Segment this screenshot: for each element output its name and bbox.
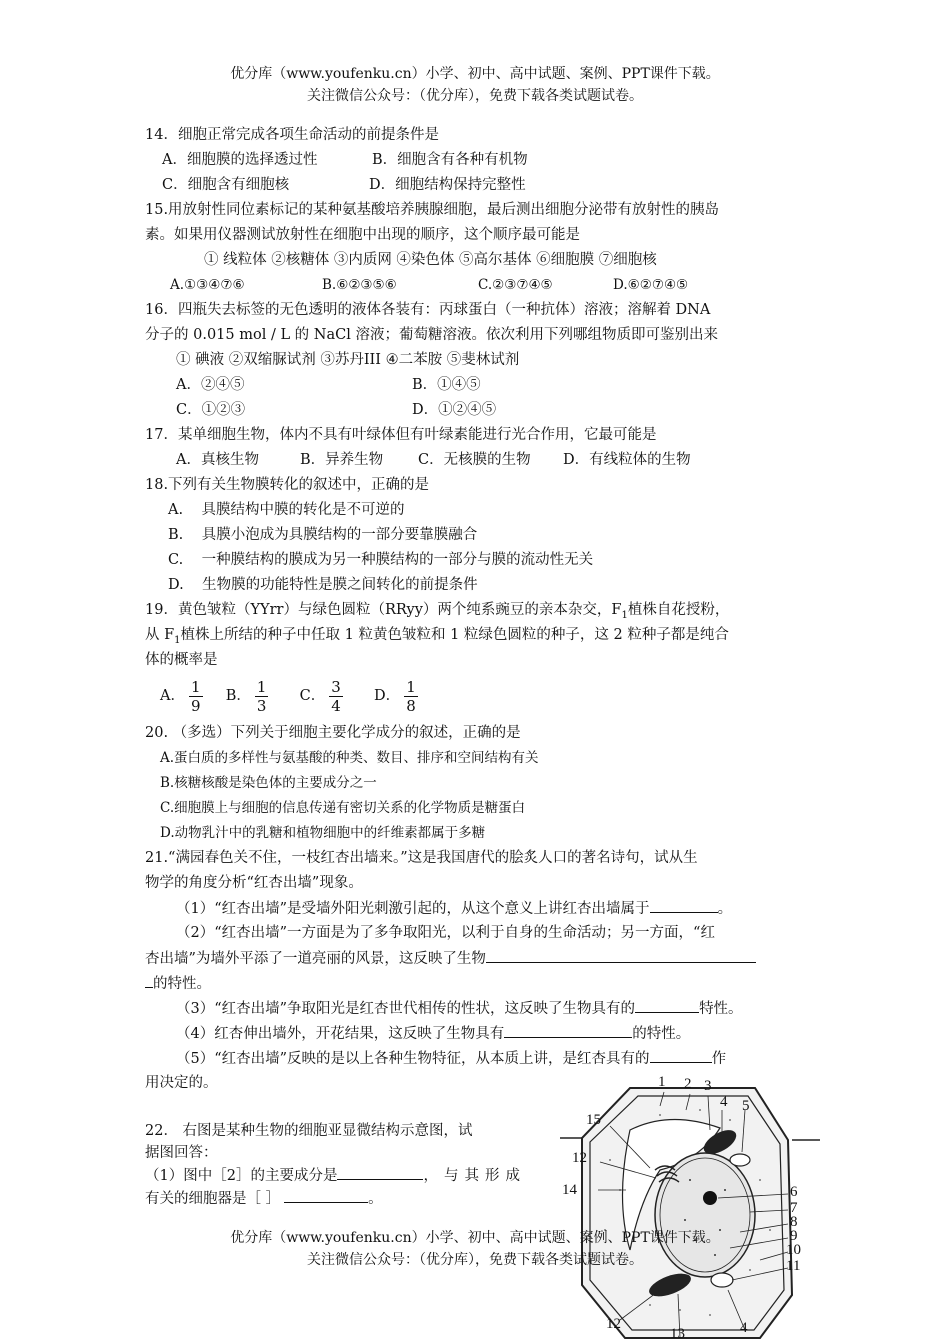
q21-part-3 <box>176 997 743 1020</box>
q16-items: ① 碘液 ②双缩脲试剂 ③苏丹III ④二苯胺 ⑤斐林试剂 <box>176 352 520 368</box>
q22-blank-1[interactable] <box>337 1164 423 1180</box>
diagram-label-9: 9 <box>790 1228 798 1244</box>
q16-option-d: D．①②④⑤ <box>412 402 497 418</box>
q21-part-2a: （2）“红杏出墙”一方面是为了多争取阳光，以利于自身的生命活动；另一方面，“红 <box>176 925 715 941</box>
q20-stem: 20. （多选）下列关于细胞主要化学成分的叙述，正确的是 <box>145 725 521 741</box>
q22-stem-2: 据图回答： <box>145 1145 218 1161</box>
q21-part-5-text: （5）“红杏出墙”反映的是以上各种生物特征，从本质上讲，是红杏具有的 <box>176 1051 650 1067</box>
diagram-label-11: 11 <box>786 1258 801 1274</box>
diagram-label-8: 8 <box>790 1214 798 1230</box>
q18-option-b: B. 具膜小泡成为具膜结构的一部分要靠膜融合 <box>168 527 478 543</box>
q22-part-1-line2 <box>145 1187 545 1210</box>
q21-part-3-text: （3）“红杏出墙”争取阳光是红杏世代相传的性状，这反映了生物具有的 <box>176 1001 636 1017</box>
q22-part-1-text: （1）图中［2］的主要成分是 <box>145 1168 338 1184</box>
q14-option-d: D．细胞结构保持完整性 <box>369 177 526 193</box>
q17-option-a: A．真核生物 <box>176 452 259 468</box>
q20-option-a: A.蛋白质的多样性与氨基酸的种类、数目、排序和空间结构有关 <box>160 750 539 766</box>
q22-part-1d: 。 <box>368 1191 383 1207</box>
q19-options <box>160 674 422 718</box>
footer-line-1: 优分库（www.youfenku.cn）小学、初中、高中试题、案例、PPT课件下载。 <box>230 1230 720 1246</box>
q15-option-d: D.⑥②⑦④⑤ <box>613 277 689 293</box>
q21-blank-1[interactable] <box>650 897 718 913</box>
q20-option-b: B.核糖核酸是染色体的主要成分之一 <box>160 775 377 791</box>
q19-stem-3: 体的概率是 <box>145 652 218 668</box>
q21-blank-5[interactable] <box>650 1047 712 1063</box>
q19-option-a-den: 9 <box>190 696 201 715</box>
diagram-label-7: 7 <box>790 1200 798 1216</box>
diagram-labels <box>560 1074 820 1344</box>
diagram-label-10: 10 <box>786 1242 801 1258</box>
q19-option-c <box>299 677 347 715</box>
q19-stem-1 <box>145 599 729 627</box>
q22-part-1 <box>145 1164 545 1187</box>
q19-option-d-num: 1 <box>406 677 416 696</box>
q19-option-a <box>160 677 207 715</box>
header-line-1: 优分库（www.youfenku.cn）小学、初中、高中试题、案例、PPT课件下载。 <box>230 66 720 82</box>
q19-option-b-den: 3 <box>256 696 267 715</box>
q20-option-c: C.细胞膜上与细胞的信息传递有密切关系的化学物质是糖蛋白 <box>160 800 526 816</box>
q21-part-5c: 用决定的。 <box>145 1075 218 1091</box>
q19-option-d-den: 8 <box>406 696 416 715</box>
q21-blank-2[interactable] <box>486 947 756 963</box>
q19-stem-1a: 19．黄色皱粒（YYrr）与绿色圆粒（RRyy）两个纯系豌豆的亲本杂交，F <box>145 602 622 618</box>
diagram-label-15: 15 <box>586 1112 601 1128</box>
q22-part-1-mid: ，与其形成 <box>423 1168 526 1184</box>
q21-part-4-text: （4）红杏伸出墙外，开花结果，这反映了生物具有 <box>176 1026 505 1042</box>
q21-blank-3[interactable] <box>635 997 699 1013</box>
diagram-label-14: 14 <box>562 1182 577 1198</box>
q19-sub-1: 1 <box>621 609 628 621</box>
diagram-label-4-bottom: 4 <box>740 1320 748 1336</box>
q19-option-b-label: B． <box>225 688 251 704</box>
q17-option-b: B．异养生物 <box>300 452 384 468</box>
q19-sub-2: 1 <box>174 634 181 646</box>
q18-option-d: D. 生物膜的功能特性是膜之间转化的前提条件 <box>168 577 478 593</box>
q19-option-a-fraction <box>189 678 203 715</box>
q16-stem-2: 分子的 0.015 mol / L 的 NaCl 溶液；葡萄糖溶液。依次利用下列哪组物质即可鉴别出来 <box>145 327 718 343</box>
q15-items: ① 线粒体 ②核糖体 ③内质网 ④染色体 ⑤高尔基体 ⑥细胞膜 ⑦细胞核 <box>204 252 657 268</box>
q21-part-1-text: （1）“红杏出墙”是受墙外阳光刺激引起的，从这个意义上讲红杏出墙属于 <box>176 901 650 917</box>
q19-option-b-num: 1 <box>256 677 267 696</box>
q19-option-a-num: 1 <box>190 677 201 696</box>
q15-stem-2: 素。如果用仪器测试放射性在细胞中出现的顺序，这个顺序最可能是 <box>145 227 580 243</box>
q21-blank-4[interactable] <box>504 1022 632 1038</box>
header-line-2: 关注微信公众号：（优分库），免费下载各类试题试卷。 <box>307 88 643 104</box>
q18-option-a: A. 具膜结构中膜的转化是不可逆的 <box>168 502 405 518</box>
q15-option-b: B.⑥②③⑤⑥ <box>322 277 397 293</box>
q17-option-c: C．无核膜的生物 <box>418 452 531 468</box>
diagram-label-1: 1 <box>658 1074 666 1090</box>
q21-part-1-end: 。 <box>717 901 733 917</box>
q19-stem-2b: 植株上所结的种子中任取 1 粒黄色皱粒和 1 粒绿色圆粒的种子，这 2 粒种子都是纯合 <box>180 627 729 643</box>
q17-option-d: D．有线粒体的生物 <box>563 452 691 468</box>
q21-part-5-end: 作 <box>711 1051 727 1067</box>
q21-part-4 <box>176 1022 690 1045</box>
q18-option-c: C. 一种膜结构的膜成为另一种膜结构的一部分与膜的流动性无关 <box>168 552 594 568</box>
diagram-label-12-top: 12 <box>572 1150 587 1166</box>
q21-part-5 <box>176 1047 726 1070</box>
q19-option-d <box>374 677 422 715</box>
q19-stem-2a: 从 F <box>145 627 175 643</box>
q22-blank-2[interactable] <box>284 1187 368 1203</box>
diagram-label-6: 6 <box>790 1184 798 1200</box>
q21-stem-2: 物学的角度分析“红杏出墙”现象。 <box>145 875 363 891</box>
q17-stem: 17．某单细胞生物，体内不具有叶绿体但有叶绿素能进行光合作用，它最可能是 <box>145 427 657 443</box>
q21-stem-1: 21.“满园春色关不住，一枝红杏出墙来。”这是我国唐代的脍炙人口的著名诗句，试从生 <box>145 850 698 866</box>
q20-option-d: D.动物乳汁中的乳糖和植物细胞中的纤维素都属于多糖 <box>160 825 486 841</box>
q14-option-b: B．细胞含有各种有机物 <box>372 152 528 168</box>
q16-option-a: A．②④⑤ <box>176 377 245 393</box>
q21-part-4-end: 的特性。 <box>632 1026 691 1042</box>
q19-option-c-num: 3 <box>331 677 341 696</box>
q14-option-a: A．细胞膜的选择透过性 <box>162 152 318 168</box>
q22-part-1c: 有关的细胞器是［ ］ <box>145 1191 281 1207</box>
diagram-label-3: 3 <box>704 1078 712 1094</box>
q19-option-a-label: A． <box>160 688 185 704</box>
q19-option-c-label: C． <box>299 688 326 704</box>
diagram-label-2: 2 <box>684 1076 692 1092</box>
q19-option-c-fraction <box>329 678 343 715</box>
footer-line-2: 关注微信公众号：（优分库），免费下载各类试题试卷。 <box>307 1252 643 1268</box>
q14-option-c: C．细胞含有细胞核 <box>162 177 290 193</box>
q19-option-d-fraction <box>404 678 418 715</box>
q19-stem-1b: 植株自花授粉， <box>627 602 730 618</box>
q15-option-a: A.①③④⑦⑥ <box>170 277 245 293</box>
q18-stem: 18.下列有关生物膜转化的叙述中，正确的是 <box>145 477 430 493</box>
q14-stem: 14．细胞正常完成各项生命活动的前提条件是 <box>145 127 439 143</box>
q21-part-3-end: 特性。 <box>699 1001 743 1017</box>
q22-stem-1: 22． 右图是某种生物的细胞亚显微结构示意图，试 <box>145 1123 473 1139</box>
q21-part-2c <box>145 972 211 995</box>
q21-part-2c-text: 的特性。 <box>153 976 211 992</box>
q16-option-b: B．①④⑤ <box>412 377 481 393</box>
q21-part-2b-text: 杏出墙”为墙外平添了一道亮丽的风景，这反映了生物 <box>145 951 486 967</box>
q16-stem-1: 16．四瓶失去标签的无色透明的液体各装有：丙球蛋白（一种抗体）溶液；溶解着 DNA <box>145 302 711 318</box>
diagram-label-5: 5 <box>742 1098 750 1114</box>
diagram-label-4: 4 <box>720 1094 728 1110</box>
q21-blank-2-cont <box>145 972 153 988</box>
q15-stem-1: 15.用放射性同位素标记的某种氨基酸培养胰腺细胞，最后测出细胞分泌带有放射性的胰岛 <box>145 202 720 218</box>
q16-option-c: C．①②③ <box>176 402 246 418</box>
diagram-label-13: 13 <box>670 1326 685 1342</box>
q22-block <box>145 1120 545 1210</box>
q19-option-b-fraction <box>255 678 269 715</box>
q19-stem-2 <box>145 624 729 652</box>
q19-option-b <box>225 677 273 715</box>
q21-part-2b <box>145 947 756 970</box>
q21-part-1 <box>176 897 732 920</box>
diagram-label-12-bottom: 12 <box>606 1316 621 1332</box>
q15-option-c: C.②③⑦④⑤ <box>478 277 553 293</box>
q19-option-c-den: 4 <box>331 696 341 715</box>
q19-option-d-label: D． <box>374 688 401 704</box>
